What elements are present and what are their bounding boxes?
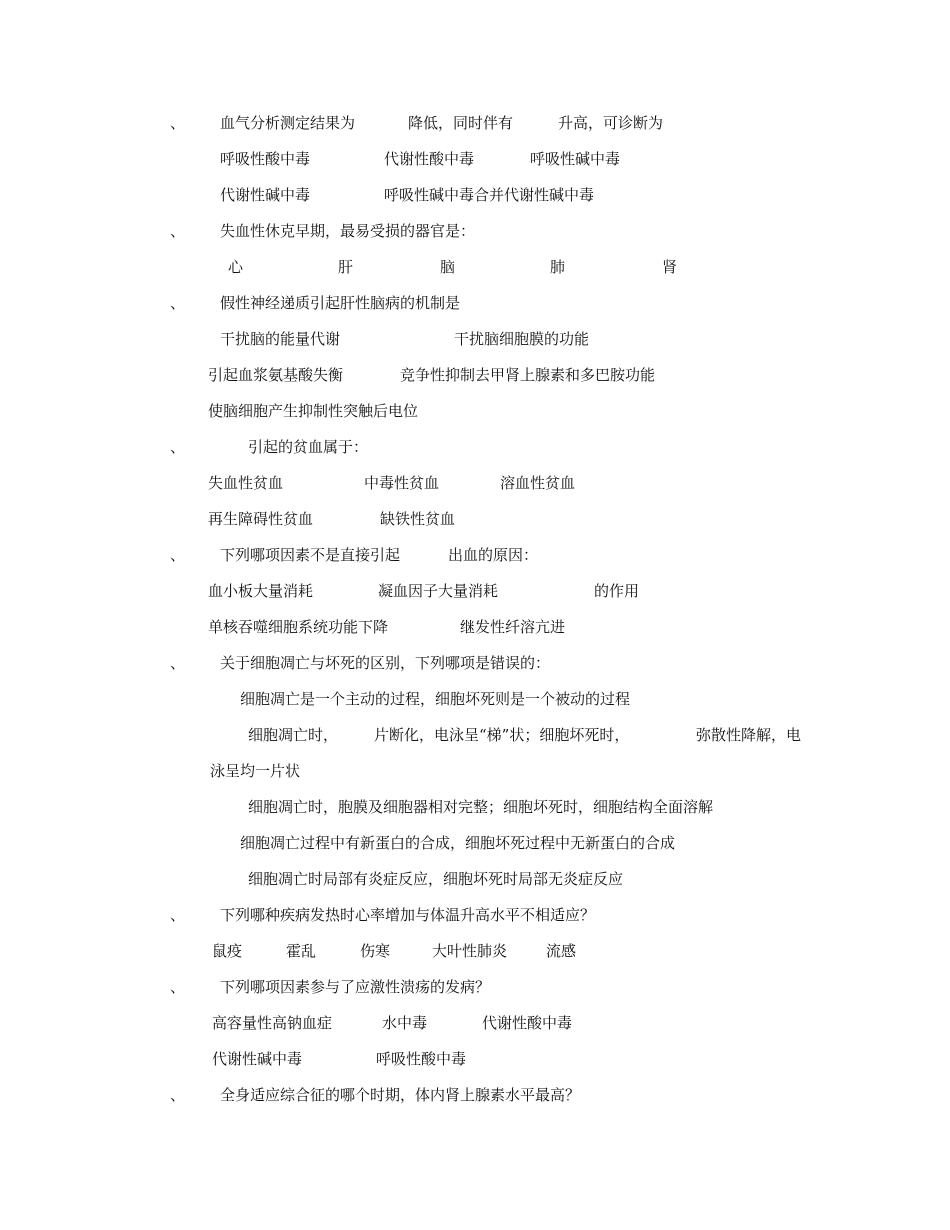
option: 弥散性降解，电 xyxy=(696,726,802,744)
question-number-mark: 、 xyxy=(170,114,186,132)
options-row xyxy=(0,688,950,710)
options-row xyxy=(0,400,950,422)
option: 干扰脑的能量代谢 xyxy=(220,330,341,348)
options-row xyxy=(0,1048,950,1070)
question-stem: 关于细胞凋亡与坏死的区别，下列哪项是错误的： xyxy=(220,654,551,672)
question-6 xyxy=(0,652,950,674)
option: 脑 xyxy=(440,258,456,276)
option: 心 xyxy=(228,258,244,276)
options-row xyxy=(0,832,950,854)
question-stem: 下列哪项因素参与了应激性溃疡的发病？ xyxy=(220,978,491,996)
option: 呼吸性酸中毒 xyxy=(376,1050,467,1068)
option: 竞争性抑制去甲肾上腺素和多巴胺功能 xyxy=(400,366,656,384)
option: 溶血性贫血 xyxy=(500,474,576,492)
question-9 xyxy=(0,1084,950,1106)
option: 鼠疫 xyxy=(212,942,243,960)
option: 干扰脑细胞膜的功能 xyxy=(454,330,590,348)
question-5 xyxy=(0,544,950,566)
options-row xyxy=(0,508,950,530)
options-row xyxy=(0,1012,950,1034)
option: 代谢性碱中毒 xyxy=(220,186,311,204)
options-row xyxy=(0,868,950,890)
question-8 xyxy=(0,976,950,998)
option: 大叶性肺炎 xyxy=(432,942,508,960)
option: 再生障碍性贫血 xyxy=(208,510,314,528)
option: 霍乱 xyxy=(286,942,317,960)
options-row xyxy=(0,148,950,170)
option: 代谢性酸中毒 xyxy=(482,1014,573,1032)
option: 细胞凋亡时， xyxy=(248,726,339,744)
question-stem: 假性神经递质引起肝性脑病的机制是 xyxy=(220,294,461,312)
options-row xyxy=(0,256,950,278)
option: 引起血浆氨基酸失衡 xyxy=(208,366,344,384)
question-1 xyxy=(0,112,950,134)
option: 呼吸性酸中毒 xyxy=(220,150,311,168)
question-stem: 降低，同时伴有 xyxy=(408,114,514,132)
options-row xyxy=(0,364,950,386)
option: 使脑细胞产生抑制性突触后电位 xyxy=(208,402,419,420)
question-number-mark: 、 xyxy=(170,546,186,564)
option: 的作用 xyxy=(594,582,640,600)
question-stem: 出血的原因： xyxy=(448,546,539,564)
option: 单核吞噬细胞系统功能下降 xyxy=(208,618,389,636)
question-number-mark: 、 xyxy=(170,978,186,996)
options-row xyxy=(0,940,950,962)
question-number-mark: 、 xyxy=(170,654,186,672)
option: 呼吸性碱中毒 xyxy=(530,150,621,168)
option: 细胞凋亡是一个主动的过程，细胞坏死则是一个被动的过程 xyxy=(240,690,631,708)
option: 缺铁性贫血 xyxy=(380,510,456,528)
question-number-mark: 、 xyxy=(170,222,186,240)
question-number-mark: 、 xyxy=(170,906,186,924)
option: 细胞凋亡时局部有炎症反应，细胞坏死时局部无炎症反应 xyxy=(248,870,624,888)
option: 细胞凋亡时，胞膜及细胞器相对完整；细胞坏死时，细胞结构全面溶解 xyxy=(248,798,714,816)
options-row xyxy=(0,328,950,350)
options-row xyxy=(0,724,950,746)
option: 流感 xyxy=(546,942,577,960)
options-row xyxy=(0,472,950,494)
option: 中毒性贫血 xyxy=(364,474,440,492)
option: 高容量性高钠血症 xyxy=(212,1014,333,1032)
option: 血小板大量消耗 xyxy=(208,582,314,600)
options-row xyxy=(0,184,950,206)
option: 肝 xyxy=(338,258,354,276)
option: 泳呈均一片状 xyxy=(210,762,301,780)
option: 凝血因子大量消耗 xyxy=(378,582,499,600)
question-3 xyxy=(0,292,950,314)
question-stem: 引起的贫血属于： xyxy=(248,438,369,456)
option: 失血性贫血 xyxy=(208,474,284,492)
option: 肾 xyxy=(662,258,678,276)
question-7 xyxy=(0,904,950,926)
question-stem: 失血性休克早期，最易受损的器官是： xyxy=(220,222,476,240)
option: 水中毒 xyxy=(382,1014,428,1032)
question-number-mark: 、 xyxy=(170,294,186,312)
options-row xyxy=(0,580,950,602)
question-4 xyxy=(0,436,950,458)
question-stem: 升高，可诊断为 xyxy=(558,114,664,132)
option: 细胞凋亡过程中有新蛋白的合成，细胞坏死过程中无新蛋白的合成 xyxy=(240,834,676,852)
option: 代谢性酸中毒 xyxy=(384,150,475,168)
options-row xyxy=(0,616,950,638)
option: 继发性纤溶亢进 xyxy=(460,618,566,636)
options-row xyxy=(0,796,950,818)
question-number-mark: 、 xyxy=(170,1086,186,1104)
question-stem: 下列哪项因素不是直接引起 xyxy=(220,546,401,564)
option: 呼吸性碱中毒合并代谢性碱中毒 xyxy=(384,186,595,204)
question-2 xyxy=(0,220,950,242)
option: 代谢性碱中毒 xyxy=(212,1050,303,1068)
option: 伤寒 xyxy=(360,942,391,960)
options-row xyxy=(0,760,950,782)
question-stem: 下列哪种疾病发热时心率增加与体温升高水平不相适应？ xyxy=(220,906,596,924)
question-stem: 全身适应综合征的哪个时期，体内肾上腺素水平最高？ xyxy=(220,1086,581,1104)
question-number-mark: 、 xyxy=(170,438,186,456)
option: 片断化，电泳呈“梯”状；细胞坏死时， xyxy=(374,726,630,744)
option: 肺 xyxy=(550,258,566,276)
question-stem: 血气分析测定结果为 xyxy=(220,114,356,132)
